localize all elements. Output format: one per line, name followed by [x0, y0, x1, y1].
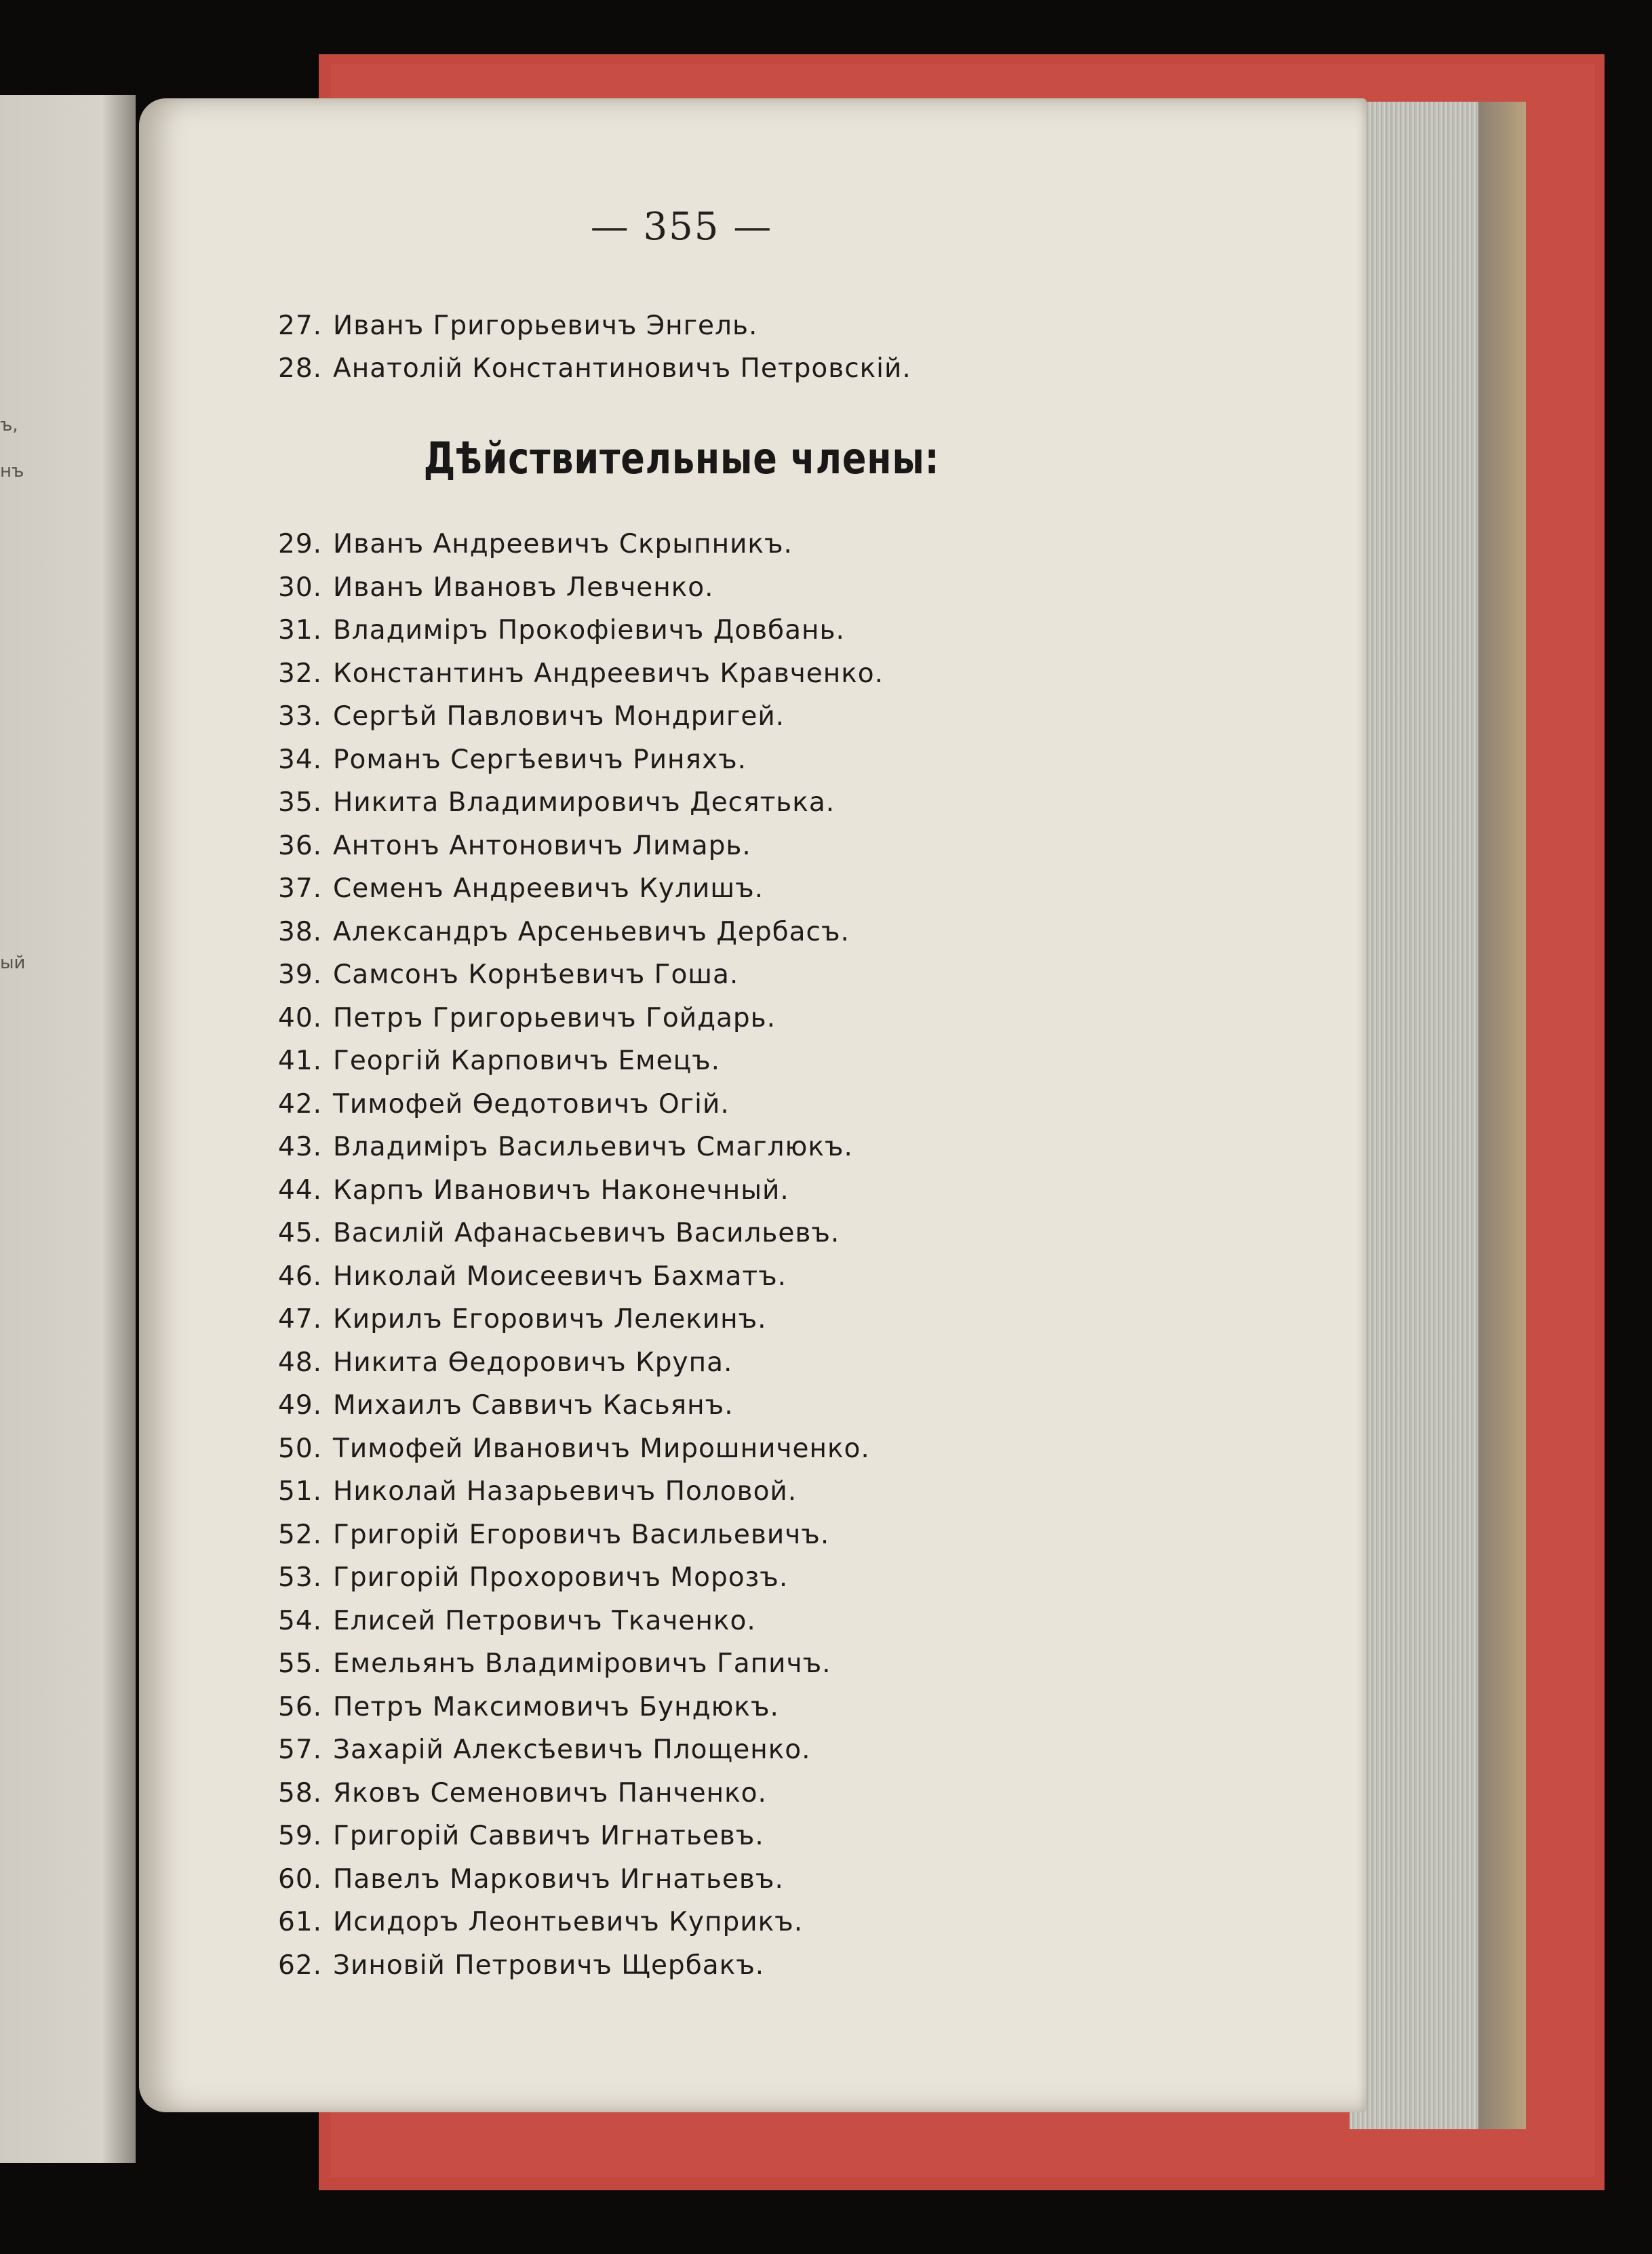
list-item-number: 37.	[278, 873, 323, 904]
list-item-name: Григорій Саввичъ Игнатьевъ.	[333, 1821, 764, 1851]
list-item-number: 58.	[278, 1777, 323, 1808]
list-item	[278, 572, 714, 603]
list-item-number: 56.	[278, 1691, 323, 1722]
list-item	[278, 701, 785, 732]
list-item-name: Елисей Петровичъ Ткаченко.	[333, 1605, 756, 1636]
list-item	[278, 615, 845, 646]
list-item-number: 50.	[278, 1433, 323, 1464]
list-item-name: Григорій Егоровичъ Васильевичъ.	[333, 1519, 830, 1550]
list-item	[278, 1907, 803, 1937]
list-item	[278, 745, 747, 775]
list-item	[278, 1692, 779, 1722]
list-item-name: Петръ Григорьевичъ Гойдарь.	[333, 1002, 776, 1033]
list-item	[278, 1778, 767, 1808]
list-item-number: 29.	[278, 529, 323, 559]
list-item-name: Николай Моисеевичъ Бахматъ.	[333, 1261, 787, 1292]
list-item	[278, 831, 751, 861]
list-item	[278, 658, 884, 689]
list-item-number: 28.	[278, 353, 323, 384]
list-item	[278, 917, 850, 947]
list-item-name: Александръ Арсеньевичъ Дербасъ.	[333, 916, 850, 947]
list-item	[278, 1476, 797, 1507]
list-item	[278, 311, 758, 341]
list-item-number: 49.	[278, 1390, 323, 1421]
list-item-number: 33.	[278, 701, 323, 732]
list-item-number: 62.	[278, 1950, 323, 1981]
list-item-name: Тимофей Ивановичъ Мирошниченко.	[333, 1433, 870, 1464]
list-item-name: Антонъ Антоновичъ Лимарь.	[333, 830, 751, 861]
list-item-name: Иванъ Ивановъ Левченко.	[333, 572, 714, 603]
list-item-number: 48.	[278, 1347, 323, 1378]
list-item	[278, 1735, 811, 1765]
list-item-name: Анатолій Константиновичъ Петровскій.	[333, 353, 911, 384]
list-item-name: Иванъ Андреевичъ Скрыпникъ.	[333, 529, 793, 559]
list-item-number: 27.	[278, 311, 323, 341]
page-edges	[1350, 102, 1485, 2129]
list-item	[278, 960, 739, 990]
list-item-number: 45.	[278, 1218, 323, 1248]
list-item-number: 34.	[278, 744, 323, 775]
list-item-name: Сергѣй Павловичъ Мондригей.	[333, 701, 785, 732]
list-item-number: 40.	[278, 1002, 323, 1033]
list-item-number: 53.	[278, 1562, 323, 1593]
list-item-name: Яковъ Семеновичъ Панченко.	[333, 1777, 767, 1808]
list-item-number: 54.	[278, 1605, 323, 1636]
list-item	[278, 1648, 831, 1679]
list-item-name: Владиміръ Прокофіевичъ Довбань.	[333, 615, 845, 646]
list-item-name: Константинъ Андреевичъ Кравченко.	[333, 658, 884, 689]
list-item	[278, 1003, 776, 1033]
list-item-number: 47.	[278, 1304, 323, 1334]
list-item-name: Кирилъ Егоровичъ Лелекинъ.	[333, 1304, 767, 1334]
list-item	[278, 1606, 756, 1636]
list-item	[278, 787, 835, 818]
list-item	[278, 1434, 870, 1464]
facing-page	[0, 95, 136, 2163]
list-item-name: Семенъ Андреевичъ Кулишъ.	[333, 873, 764, 904]
list-item-number: 60.	[278, 1863, 323, 1895]
list-item-name: Тимофей Өедотовичъ Огій.	[333, 1088, 730, 1120]
list-item-number: 59.	[278, 1821, 323, 1851]
list-item-number: 51.	[278, 1476, 323, 1507]
list-item-number: 55.	[278, 1648, 323, 1679]
list-item-name: Емельянъ Владиміровичъ Гапичъ.	[333, 1648, 831, 1679]
facing-page-fragment: нъ	[0, 461, 24, 481]
list-item-number: 57.	[278, 1735, 323, 1765]
list-item-number: 61.	[278, 1907, 323, 1937]
list-item-name: Петръ Максимовичъ Бундюкъ.	[333, 1691, 779, 1722]
list-item-name: Карпъ Ивановичъ Наконечный.	[333, 1174, 789, 1206]
list-item	[278, 1304, 767, 1334]
list-item	[278, 529, 793, 559]
list-item	[278, 1950, 764, 1981]
list-item	[278, 873, 764, 904]
list-item-name: Георгій Карповичъ Емецъ.	[333, 1046, 721, 1076]
list-item	[278, 1347, 732, 1378]
list-item	[278, 1261, 787, 1292]
list-item-number: 46.	[278, 1261, 323, 1292]
list-item	[278, 353, 911, 384]
list-item	[278, 1089, 730, 1120]
list-item-number: 39.	[278, 960, 323, 990]
list-item-number: 44.	[278, 1174, 323, 1206]
list-item-number: 32.	[278, 658, 323, 689]
page-edges-shadow	[1478, 102, 1526, 2129]
list-item	[278, 1175, 789, 1206]
section-heading: Дѣйствительные члены:	[423, 434, 940, 484]
list-item	[278, 1046, 720, 1076]
list-item-name: Владиміръ Васильевичъ Смаглюкъ.	[333, 1132, 853, 1162]
list-item-name: Василій Афанасьевичъ Васильевъ.	[333, 1218, 840, 1248]
list-item-number: 35.	[278, 787, 323, 818]
list-item-name: Михаилъ Саввичъ Касьянъ.	[333, 1390, 734, 1421]
facing-page-fragment: ъ,	[0, 415, 18, 435]
list-item	[278, 1864, 784, 1895]
list-item-number: 43.	[278, 1132, 323, 1162]
list-item-name: Самсонъ Корнѣевичъ Гоша.	[333, 960, 739, 990]
list-item-name: Романъ Сергѣевичъ Риняхъ.	[333, 744, 747, 775]
list-item-name: Григорій Прохоровичъ Морозъ.	[333, 1562, 789, 1593]
list-item-name: Исидоръ Леонтьевичъ Куприкъ.	[333, 1907, 804, 1937]
list-item-name: Николай Назарьевичъ Половой.	[333, 1476, 798, 1507]
page-number: — 355 —	[590, 205, 773, 249]
list-item	[278, 1218, 840, 1248]
bleed-through-text	[909, 292, 1383, 334]
list-item-name: Никита Өедоровичъ Крупа.	[333, 1347, 733, 1378]
list-item	[278, 1390, 734, 1421]
list-item	[278, 1132, 853, 1162]
list-item-name: Захарій Алексѣевичъ Площенко.	[333, 1735, 811, 1765]
list-item	[278, 1821, 764, 1851]
list-item-number: 36.	[278, 830, 323, 861]
list-item-number: 52.	[278, 1519, 323, 1550]
list-item	[278, 1562, 788, 1593]
list-item-number: 30.	[278, 572, 323, 603]
list-item-number: 42.	[278, 1088, 323, 1120]
list-item-number: 41.	[278, 1046, 323, 1076]
list-item-number: 38.	[278, 916, 323, 947]
list-item	[278, 1520, 829, 1550]
list-item-name: Павелъ Марковичъ Игнатьевъ.	[333, 1863, 784, 1895]
list-item-name: Никита Владимировичъ Десятька.	[333, 787, 835, 818]
facing-page-fragment: ый	[0, 953, 26, 973]
list-item-number: 31.	[278, 615, 323, 646]
list-item-name: Зиновій Петровичъ Щербакъ.	[333, 1950, 765, 1981]
list-item-name: Иванъ Григорьевичъ Энгель.	[333, 311, 758, 341]
